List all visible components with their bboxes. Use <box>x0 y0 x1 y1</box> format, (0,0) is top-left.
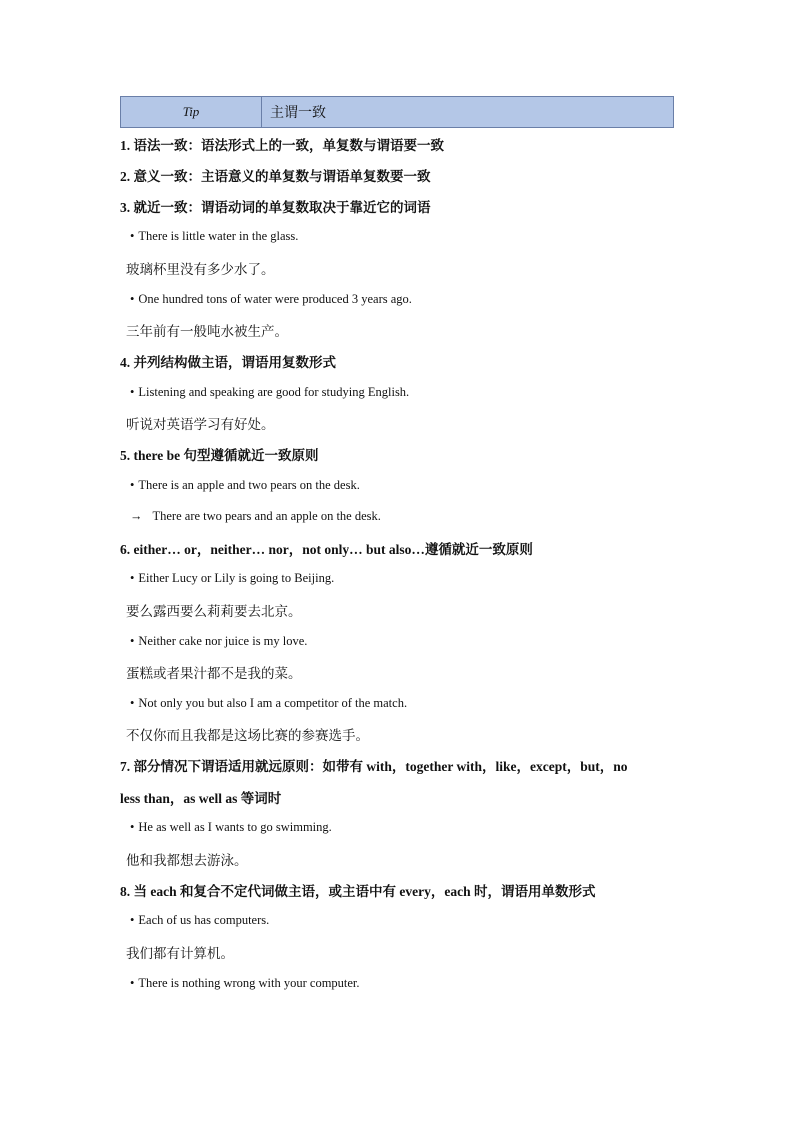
translation-line <box>120 408 674 439</box>
content-lines <box>120 128 674 999</box>
line-text: Neither cake nor juice is my love. <box>138 633 308 648</box>
section-heading <box>120 190 674 221</box>
line-text: There is nothing wrong with your computer. <box>138 975 360 990</box>
tip-table <box>120 96 674 128</box>
bullet-icon: • <box>130 695 135 710</box>
line-text: Each of us has computers. <box>138 913 270 928</box>
line-text: 5. there be 句型遵循就近一致原则 <box>120 448 319 464</box>
bullet-icon: • <box>130 478 135 493</box>
line-text: 蛋糕或者果汁都不是我的菜。 <box>126 666 302 682</box>
translation-line <box>120 936 674 967</box>
line-text: 7. 部分情况下谓语适用就远原则：如带有 with，together with，like，except，but，no <box>120 759 628 775</box>
line-text: 听说对英语学习有好处。 <box>126 417 275 433</box>
bullet-icon: • <box>130 384 135 399</box>
line-text: Listening and speaking are good for studying English. <box>138 384 410 399</box>
bullet-icon: • <box>130 913 135 928</box>
line-text: Not only you but also I am a competitor of the match. <box>138 695 408 710</box>
example-sentence <box>120 501 674 532</box>
example-sentence <box>120 905 674 936</box>
example-sentence <box>120 221 674 252</box>
line-text: 不仅你而且我都是这场比赛的参赛选手。 <box>126 728 369 744</box>
section-heading <box>120 532 674 563</box>
line-text: 他和我都想去游泳。 <box>126 852 248 868</box>
section-heading <box>120 781 674 812</box>
section-heading <box>120 159 674 190</box>
example-sentence <box>120 377 674 408</box>
translation-line <box>120 594 674 625</box>
line-text: 3. 就近一致：谓语动词的单复数取决于靠近它的词语 <box>120 199 431 215</box>
line-text: 我们都有计算机。 <box>126 945 234 961</box>
tip-title: 主谓一致 <box>270 106 326 121</box>
line-text: 2. 意义一致：主语意义的单复数与谓语单复数要一致 <box>120 168 431 184</box>
line-text: 三年前有一般吨水被生产。 <box>126 324 288 340</box>
section-heading <box>120 874 674 905</box>
arrow-icon: → <box>130 509 143 524</box>
translation-line <box>120 719 674 750</box>
document-page <box>120 96 674 999</box>
line-text: There are two pears and an apple on the desk. <box>152 509 381 524</box>
bullet-icon: • <box>130 291 135 306</box>
example-sentence <box>120 470 674 501</box>
line-text: 要么露西要么莉莉要去北京。 <box>126 603 302 619</box>
line-text: He as well as I wants to go swimming. <box>138 820 332 835</box>
bullet-icon: • <box>130 975 135 990</box>
section-heading <box>120 346 674 377</box>
tip-label: Tip <box>121 97 262 127</box>
section-heading <box>120 128 674 159</box>
example-sentence <box>120 968 674 999</box>
section-heading <box>120 750 674 781</box>
bullet-icon: • <box>130 571 135 586</box>
bullet-icon: • <box>130 633 135 648</box>
example-sentence <box>120 688 674 719</box>
translation-line <box>120 843 674 874</box>
translation-line <box>120 657 674 688</box>
example-sentence <box>120 626 674 657</box>
line-text: 8. 当 each 和复合不定代词做主语，或主语中有 every，each 时，谓语用单数形式 <box>120 883 596 899</box>
line-text: 玻璃杯里没有多少水了。 <box>126 261 275 277</box>
example-sentence <box>120 812 674 843</box>
line-text: 4. 并列结构做主语，谓语用复数形式 <box>120 355 336 371</box>
bullet-icon: • <box>130 229 135 244</box>
bullet-icon: • <box>130 820 135 835</box>
line-text: 6. either… or，neither… nor，not only… but also…遵循就近一致原则 <box>120 541 533 557</box>
section-heading <box>120 439 674 470</box>
translation-line <box>120 252 674 283</box>
line-text: There is little water in the glass. <box>138 229 299 244</box>
line-text: Either Lucy or Lily is going to Beijing. <box>138 571 335 586</box>
line-text: less than，as well as 等词时 <box>120 790 282 806</box>
line-text: There is an apple and two pears on the desk. <box>138 478 360 493</box>
example-sentence <box>120 283 674 314</box>
translation-line <box>120 315 674 346</box>
line-text: One hundred tons of water were produced 3 years ago. <box>138 291 412 306</box>
example-sentence <box>120 563 674 594</box>
line-text: 1. 语法一致：语法形式上的一致，单复数与谓语要一致 <box>120 137 444 153</box>
